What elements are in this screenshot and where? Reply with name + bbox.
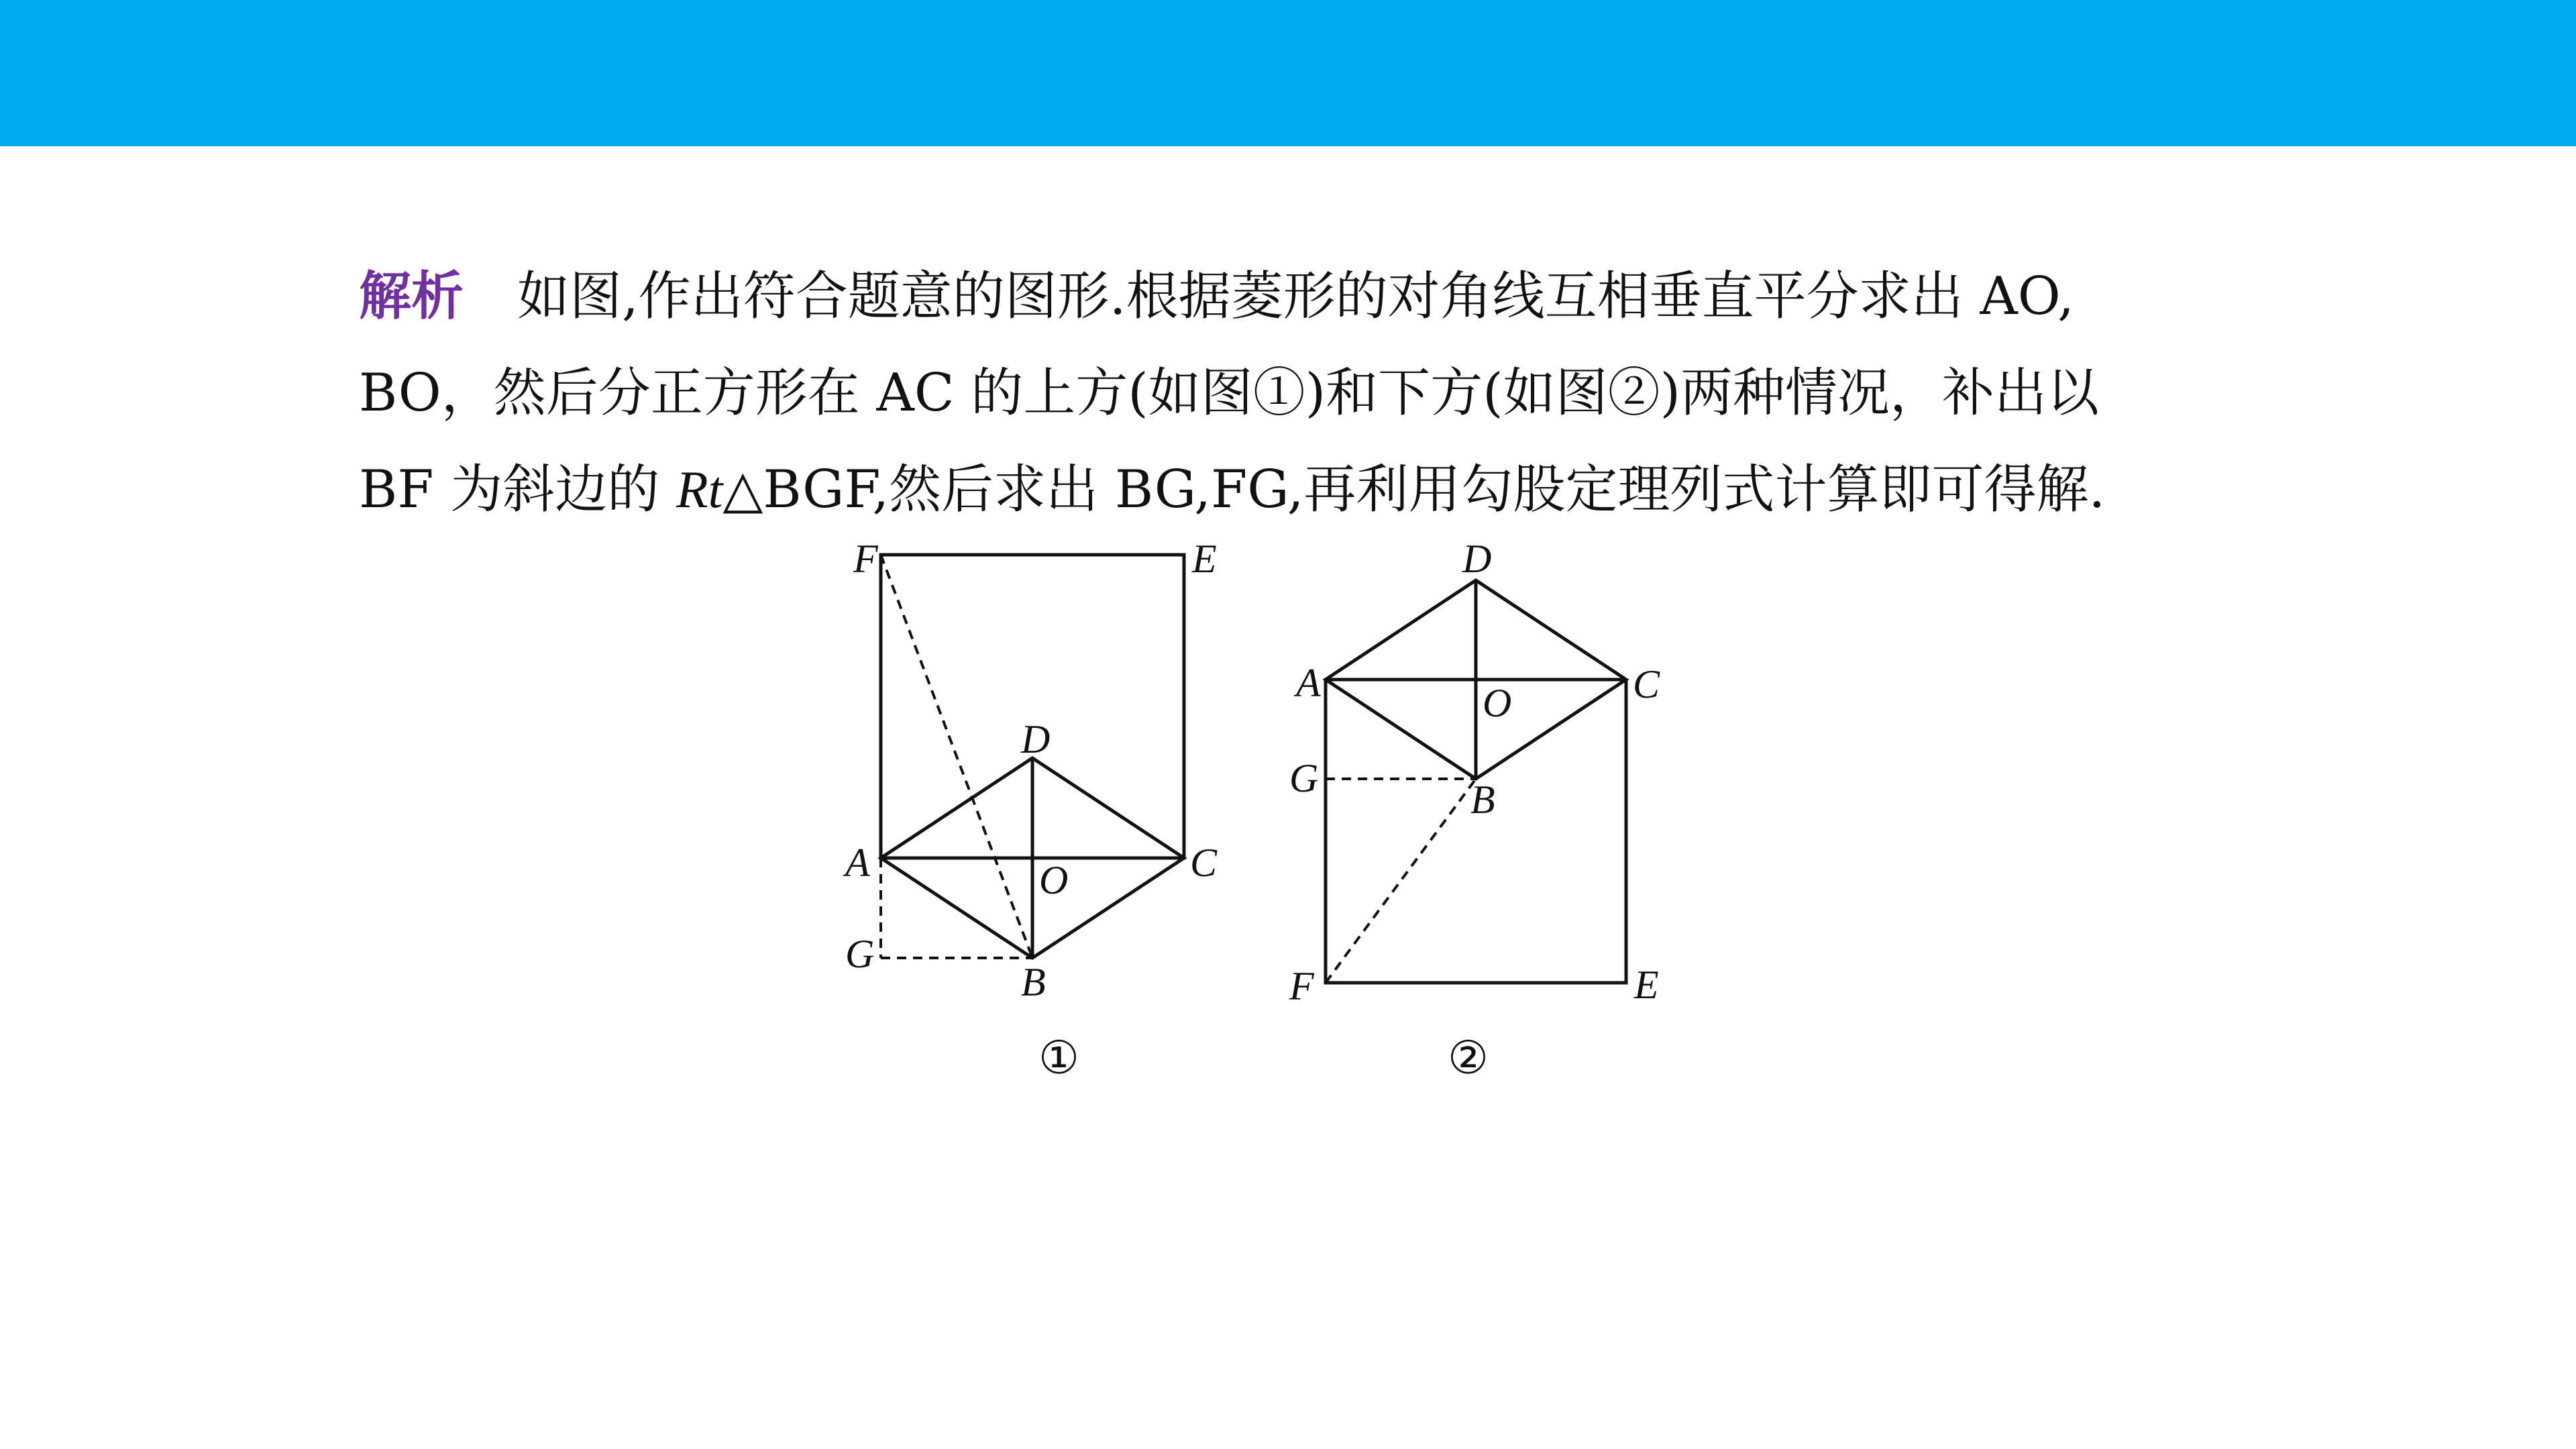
solution-line-1-text: 如图,作出符合题意的图形.根据菱形的对角线互相垂直平分求出 AO, (517, 266, 2074, 327)
figure2-segment-fb (1326, 779, 1476, 983)
solution-line-2: BO，然后分正方形在 AC 的上方(如图①)和下方(如图②)两种情况，补出以 (359, 363, 2100, 423)
figure1-label-d: D (1021, 717, 1051, 761)
solution-label: 解析 (359, 266, 464, 327)
figure2-label-d: D (1462, 537, 1492, 581)
figure1-caption: ① (1038, 1032, 1079, 1085)
solution-line-3-italic: Rt (676, 460, 723, 519)
figure1-label-f: F (853, 537, 878, 581)
figure1-label-c: C (1190, 841, 1218, 885)
figure2-label-f: F (1289, 964, 1314, 1008)
figure1-segment-fb (881, 555, 1032, 958)
figure2-label-e: E (1634, 963, 1659, 1007)
figure2-label-a: A (1296, 661, 1321, 705)
figure1-label-g: G (845, 932, 875, 976)
figure2-caption: ② (1448, 1032, 1489, 1085)
figure-2 (1289, 537, 1660, 1085)
figure1-label-o: O (1039, 858, 1069, 902)
figure1-label-b: B (1021, 960, 1046, 1004)
figure-1 (843, 537, 1218, 1085)
figure2-label-b: B (1470, 777, 1495, 822)
figure2-label-c: C (1633, 662, 1660, 706)
figure1-label-a: A (845, 841, 870, 885)
solution-line-3-prefix: BF 为斜边的 (359, 460, 677, 520)
solution-line-3-suffix: △BGF,然后求出 BG,FG,再利用勾股定理列式计算即可得解. (722, 460, 2106, 520)
figure2-label-g: G (1289, 756, 1319, 800)
figure2-label-o: O (1483, 681, 1512, 725)
figure1-label-e: E (1192, 537, 1217, 581)
